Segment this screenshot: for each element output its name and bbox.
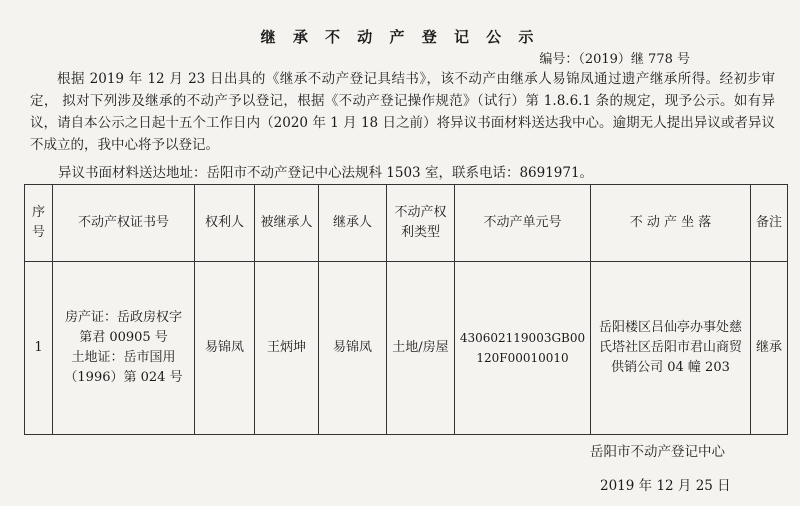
table-row (25, 262, 788, 435)
property-table (24, 184, 788, 435)
cell-owner: 易锦凤 (195, 262, 255, 435)
table-header-row (25, 185, 788, 262)
cert-line: （1996）第 024 号 (64, 370, 183, 385)
cell-unit-no: 430602119003GB00120F00010010 (455, 262, 591, 435)
header-no: 序号 (25, 185, 53, 262)
cert-line: 第君 00905 号 (79, 330, 168, 345)
header-right-type: 不动产权利类型 (387, 185, 455, 262)
header-heir: 继承人 (319, 185, 387, 262)
cell-location: 岳阳楼区吕仙亭办事处慈氏塔社区岳阳市君山商贸供销公司 04 幢 203 (591, 262, 751, 435)
header-cert: 不动产权证书号 (53, 185, 195, 262)
header-location: 不 动 产 坐 落 (591, 185, 751, 262)
cell-deceased: 王炳坤 (255, 262, 319, 435)
cert-line: 土地证：岳市国用 (71, 350, 176, 365)
cell-heir: 易锦凤 (319, 262, 387, 435)
header-deceased: 被继承人 (255, 185, 319, 262)
cell-no: 1 (25, 262, 53, 435)
page-title: 继 承 不 动 产 登 记 公 示 (260, 28, 540, 46)
header-remark: 备注 (751, 185, 788, 262)
notice-paragraph: 根据 2019 年 12 月 23 日出具的《继承不动产登记具结书》，该不动产由继承人易锦凤通过遗产继承所得。经初步审定， 拟对下列涉及继承的不动产予以登记，根据《不动产登记操作规范》（试行）第 1.8.6.1 条的规定，现予公示。如有异议，请自本公示之日起十五个工作日内（2020 年 1 月 18 日之前）将异议书面材料送达我中心。逾期无人提出异议或者异议不成立的，我中心将予以登记。 (30, 71, 775, 153)
issuer-signature: 岳阳市不动产登记中心 (590, 444, 725, 460)
issue-date: 2019 年 12 月 25 日 (600, 478, 731, 494)
cell-remark: 继承 (751, 262, 788, 435)
cell-right-type: 土地/房屋 (387, 262, 455, 435)
header-owner: 权利人 (195, 185, 255, 262)
cell-cert (53, 262, 195, 435)
header-unit-no: 不动产单元号 (455, 185, 591, 262)
document-number: 编号：（2019）继 778 号 (539, 52, 690, 67)
cert-line: 房产证：岳政房权字 (64, 310, 182, 325)
objection-address: 异议书面材料送达地址：岳阳市不动产登记中心法规科 1503 室，联系电话：8691971。 (58, 165, 594, 181)
